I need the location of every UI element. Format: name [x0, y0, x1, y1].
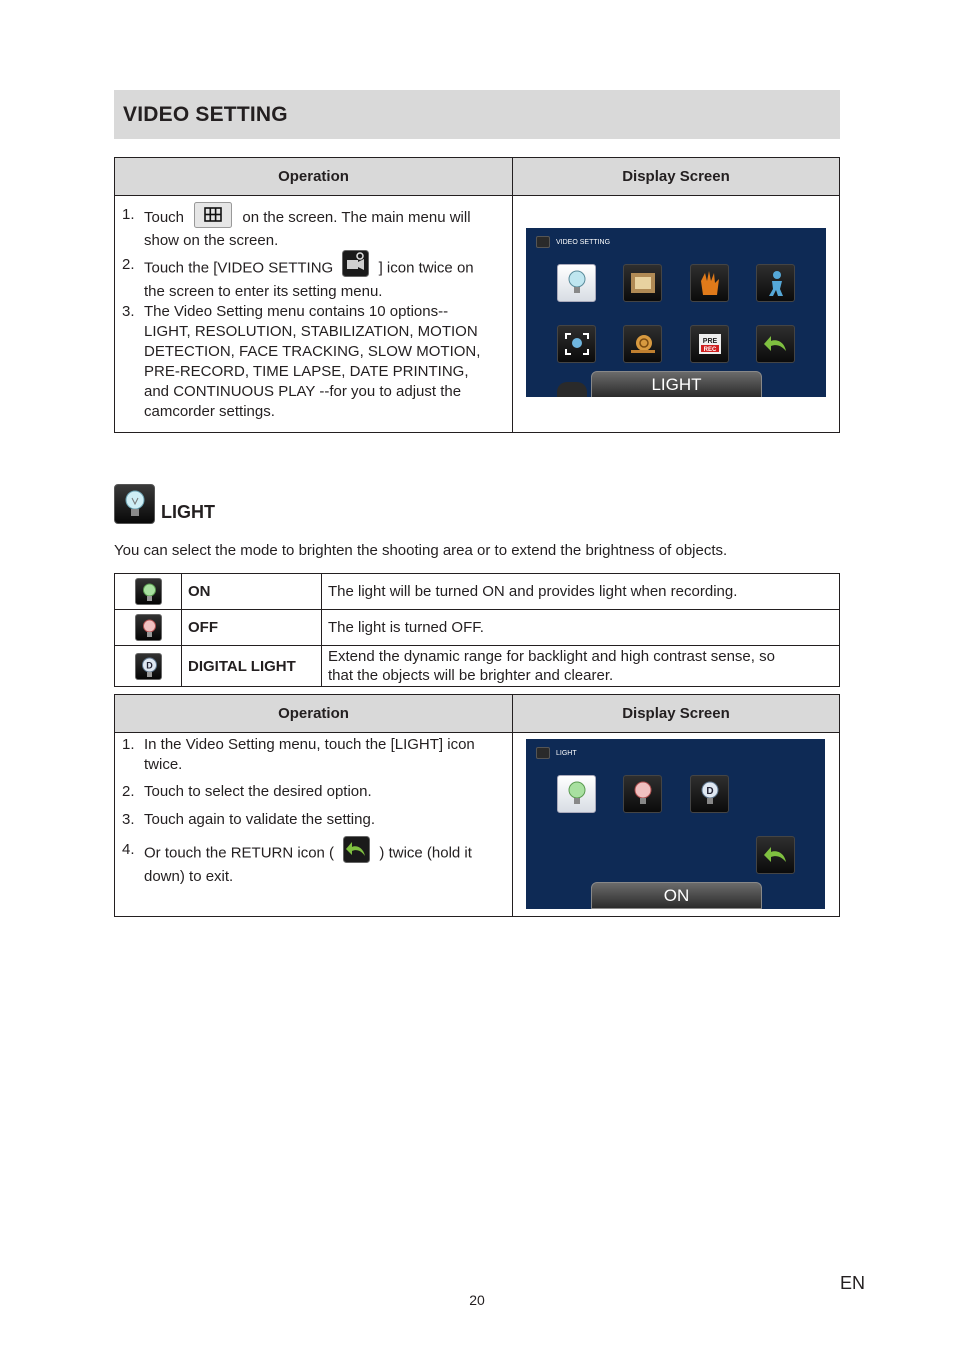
section-header — [114, 90, 840, 139]
step-1 — [115, 205, 512, 255]
step-number: 3. — [122, 811, 135, 828]
selected-option-label: ON — [591, 882, 762, 909]
step-text: the screen to enter its setting menu. — [144, 283, 383, 300]
light-on-icon — [135, 578, 162, 605]
step-text: ] icon twice on — [378, 259, 474, 277]
col-display-screen: Display Screen — [513, 695, 840, 733]
screen-title: LIGHT — [556, 749, 577, 757]
option-row-on — [115, 574, 840, 610]
description-line: that the objects will be brighter and clearer. — [328, 667, 614, 684]
step-2 — [115, 782, 512, 810]
step-text: camcorder settings. — [144, 403, 275, 420]
language-label: EN — [840, 1273, 866, 1293]
screen-title: VIDEO SETTING — [556, 238, 611, 246]
option-icon-cell — [115, 574, 182, 610]
light-bulb-icon — [536, 747, 550, 759]
option-name: DIGITAL LIGHT — [182, 646, 322, 687]
option-name: ON — [182, 574, 322, 610]
step-number: 3. — [122, 303, 135, 320]
video-setting-icon — [536, 236, 550, 248]
step-text: DETECTION, FACE TRACKING, SLOW MOTION, — [144, 343, 481, 360]
light-intro: You can select the mode to brighten the shooting area or to extend the brightness of objects. — [114, 542, 728, 559]
video-setting-icon — [342, 250, 369, 277]
description-line: Extend the dynamic range for backlight and high contrast sense, so — [328, 648, 775, 665]
step-number: 1. — [122, 736, 135, 753]
digital-light-icon[interactable] — [690, 775, 729, 813]
light-screen — [526, 739, 825, 909]
step-text: and CONTINUOUS PLAY --for you to adjust the — [144, 383, 462, 400]
step-text: Touch to select the desired option. — [144, 783, 372, 800]
col-operation: Operation — [115, 158, 513, 196]
light-title: LIGHT — [161, 502, 215, 522]
screen-title-bar — [536, 236, 610, 248]
partial-icon — [557, 382, 587, 397]
face-tracking-icon[interactable] — [557, 325, 596, 363]
svg-text:D: D — [705, 786, 714, 797]
light-heading — [114, 484, 215, 524]
page-number: 20 — [469, 1292, 485, 1308]
step-text: The Video Setting menu contains 10 options-- — [144, 303, 449, 320]
step-1 — [115, 735, 512, 782]
col-display-screen: Display Screen — [513, 158, 840, 196]
step-text: In the Video Setting menu, touch the [LIGHT] icon — [144, 736, 475, 753]
step-text: show on the screen. — [144, 232, 279, 249]
screen-title-bar — [536, 747, 577, 759]
step-text: LIGHT, RESOLUTION, STABILIZATION, MOTION — [144, 323, 478, 340]
return-icon[interactable] — [756, 836, 795, 874]
operation-steps-cell — [115, 196, 513, 433]
light-off-icon — [135, 614, 162, 641]
option-description — [322, 646, 840, 687]
light-bulb-icon — [114, 484, 155, 524]
svg-text:REC: REC — [703, 347, 716, 353]
col-operation: Operation — [115, 695, 513, 733]
step-number: 2. — [122, 783, 135, 800]
pre-record-icon[interactable] — [690, 325, 729, 363]
step-3 — [115, 302, 512, 422]
digital-light-icon — [135, 653, 162, 680]
step-4 — [115, 840, 512, 887]
section-title: VIDEO SETTING — [123, 103, 288, 126]
slow-motion-snail-icon[interactable] — [623, 325, 662, 363]
option-icon-cell — [115, 610, 182, 646]
option-description: The light is turned OFF. — [322, 610, 840, 646]
option-description: The light will be turned ON and provides light when recording. — [322, 574, 840, 610]
step-text: Touch again to validate the setting. — [144, 811, 375, 828]
return-icon — [343, 836, 370, 863]
step-text: twice. — [144, 756, 183, 773]
option-name: OFF — [182, 610, 322, 646]
option-row-digital-light — [115, 646, 840, 687]
resolution-icon[interactable] — [623, 264, 662, 302]
option-icon-cell — [115, 646, 182, 687]
step-number: 4. — [122, 841, 135, 858]
light-off-icon[interactable] — [623, 775, 662, 813]
step-number: 1. — [122, 206, 135, 223]
step-text: ) twice (hold it — [379, 844, 472, 862]
menu-grid-icon — [194, 202, 232, 228]
step-text: PRE-RECORD, TIME LAPSE, DATE PRINTING, — [144, 363, 469, 380]
return-icon[interactable] — [756, 325, 795, 363]
step-3 — [115, 810, 512, 840]
steps-list — [115, 735, 512, 887]
selected-option-label: LIGHT — [591, 371, 762, 397]
video-setting-screen — [526, 228, 826, 397]
step-text: down) to exit. — [144, 868, 234, 885]
stabilization-hand-icon[interactable] — [690, 264, 729, 302]
svg-text:D: D — [145, 660, 153, 670]
step-text: on the screen. The main menu will — [242, 208, 471, 226]
motion-detection-icon[interactable] — [756, 264, 795, 302]
steps-list — [115, 205, 512, 422]
light-options-table — [114, 573, 840, 687]
step-2 — [115, 255, 512, 302]
step-text: Or touch the RETURN icon ( — [144, 844, 335, 862]
step-text: Touch — [144, 208, 185, 226]
light-on-icon[interactable] — [557, 775, 596, 813]
step-number: 2. — [122, 256, 135, 273]
option-row-off — [115, 610, 840, 646]
svg-text:PRE: PRE — [702, 338, 717, 345]
light-bulb-icon[interactable] — [557, 264, 596, 302]
operation-steps-cell — [115, 733, 513, 917]
step-text: Touch the [VIDEO SETTING — [144, 259, 334, 277]
